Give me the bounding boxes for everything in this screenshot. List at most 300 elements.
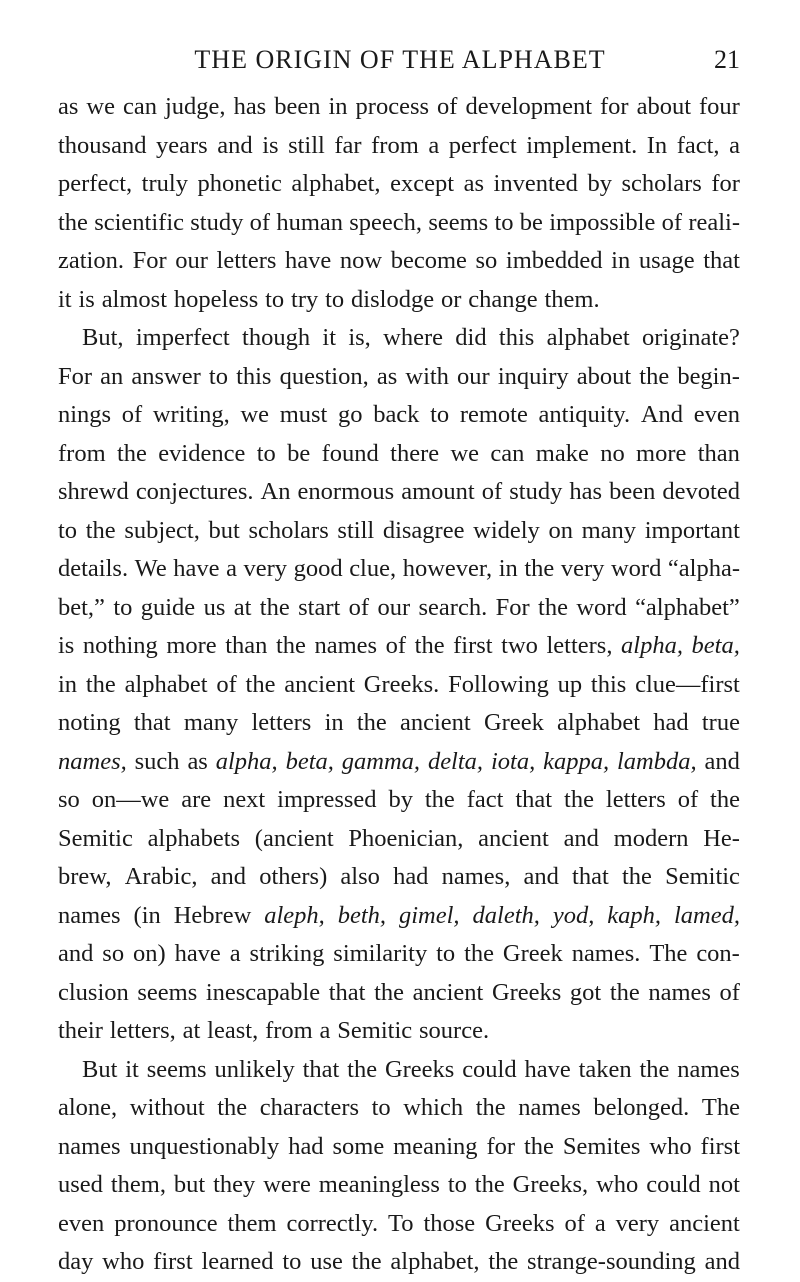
word: it — [125, 1055, 139, 1083]
word: Semites — [562, 1132, 641, 1160]
text-line — [58, 666, 740, 705]
word: strange-sounding — [527, 1248, 696, 1275]
word: that — [302, 1055, 340, 1083]
text-line — [58, 781, 740, 820]
word: scientific — [94, 208, 184, 236]
text-line — [58, 897, 740, 936]
word: speech, — [349, 208, 423, 236]
word: of — [385, 632, 407, 659]
word: however, — [402, 555, 493, 582]
text-line — [58, 204, 740, 243]
word: could — [646, 1171, 701, 1198]
word: about — [636, 93, 692, 120]
word: to — [371, 1094, 391, 1121]
word: names — [518, 1094, 581, 1121]
word: use — [310, 1248, 343, 1275]
word: others) — [259, 863, 328, 890]
word: to — [58, 516, 78, 544]
word: the — [347, 1055, 378, 1083]
word: in — [498, 555, 518, 582]
word: without — [129, 1094, 205, 1121]
word: seems — [137, 978, 198, 1006]
text-line — [58, 1128, 740, 1167]
word: thousand — [58, 131, 147, 159]
word: answer — [131, 362, 201, 390]
word: yod, — [552, 901, 595, 929]
word: Greeks. — [363, 670, 440, 698]
word: beta, — [285, 747, 334, 775]
word: did — [455, 324, 487, 351]
text-line — [58, 743, 740, 782]
word: word — [610, 555, 662, 582]
word: is — [78, 285, 95, 313]
page-number: 21 — [714, 45, 740, 74]
word: bet,” — [58, 593, 105, 621]
word: of — [121, 401, 143, 428]
word: it — [322, 324, 337, 351]
word: years — [156, 131, 208, 159]
word: ancient — [669, 1209, 740, 1237]
word: brew, — [58, 863, 112, 890]
word: daleth, — [472, 901, 540, 929]
word: clue, — [349, 555, 397, 582]
text-line — [58, 127, 740, 166]
text-line — [58, 858, 740, 897]
word: characters — [259, 1094, 360, 1121]
word: the — [538, 593, 568, 621]
word: imperfect — [135, 324, 230, 351]
word: an — [100, 362, 124, 390]
word: Semitic — [58, 824, 133, 852]
word: many — [581, 516, 637, 544]
word: a — [729, 131, 740, 159]
word: belonged. — [593, 1094, 690, 1121]
word: amount — [401, 478, 475, 505]
word: with — [405, 362, 449, 390]
word: ancient — [284, 670, 356, 698]
word: them — [227, 1209, 277, 1237]
word: To — [388, 1209, 414, 1237]
word: “alphabet” — [635, 593, 740, 621]
word: from — [265, 1017, 313, 1044]
word: seems — [428, 208, 489, 236]
word: unlikely — [214, 1055, 295, 1083]
word: but — [208, 516, 240, 544]
word: that — [133, 709, 171, 736]
word: process — [355, 93, 430, 120]
word: inquiry — [497, 362, 569, 390]
word: For — [58, 362, 93, 390]
word: is — [262, 131, 279, 159]
text-line — [58, 1243, 740, 1282]
word: For — [132, 247, 167, 274]
word: kappa, — [543, 747, 610, 775]
word: alphabet, — [291, 170, 381, 197]
text-line — [58, 473, 740, 512]
word: unquestionably — [129, 1132, 280, 1160]
word: gamma, — [341, 747, 421, 775]
word: inescapable — [205, 978, 321, 1006]
word: source. — [419, 1017, 490, 1044]
word: had — [653, 709, 689, 736]
word: their — [58, 1017, 103, 1044]
word: alone, — [58, 1094, 118, 1121]
word: a — [226, 555, 237, 582]
word: letters, — [546, 632, 613, 659]
word: our — [457, 362, 490, 390]
word: clue—first — [635, 670, 740, 698]
word: the — [356, 709, 387, 736]
word: to — [447, 1171, 467, 1198]
word: the — [424, 786, 455, 813]
word: alphabet — [124, 670, 208, 698]
word: to — [430, 401, 450, 428]
word: shrewd — [58, 478, 129, 505]
word: almost — [101, 285, 168, 313]
word: found — [321, 439, 379, 467]
word: so — [58, 786, 80, 813]
word: two — [501, 632, 538, 659]
word: at — [182, 1017, 201, 1044]
word: the — [58, 208, 88, 236]
word: lambda, — [616, 747, 697, 775]
word: begin- — [677, 362, 740, 390]
word: and — [217, 131, 253, 159]
word: fact — [466, 786, 504, 813]
word: than — [225, 632, 268, 659]
word: such — [134, 747, 180, 775]
word: study — [509, 478, 563, 505]
word: on — [548, 516, 573, 544]
word: them, — [110, 1171, 166, 1198]
word: have — [173, 555, 220, 582]
word: alphabet, — [390, 1248, 480, 1275]
word: very — [243, 555, 288, 582]
word: as — [187, 747, 208, 775]
word: The — [649, 940, 688, 967]
word: we — [240, 401, 270, 428]
word: letters — [216, 247, 277, 274]
word: to — [494, 208, 514, 236]
word: had — [393, 863, 429, 890]
word: used — [58, 1171, 103, 1198]
word: remote — [459, 401, 528, 428]
word: meaningless — [318, 1171, 440, 1198]
word: dislodge — [351, 285, 435, 313]
word: has — [233, 93, 267, 120]
word: gimel, — [399, 901, 460, 929]
word: names. — [571, 940, 641, 967]
word: the — [85, 670, 116, 698]
word: that — [328, 978, 366, 1006]
word: noting — [58, 709, 121, 736]
word: even — [58, 1209, 105, 1237]
word: this — [590, 670, 627, 698]
word: human — [276, 208, 343, 236]
word: by — [388, 786, 413, 813]
word: back — [373, 401, 420, 428]
word: has — [569, 478, 603, 505]
word: is — [58, 632, 75, 659]
word: the — [217, 1094, 248, 1121]
word: Semitic — [337, 1017, 413, 1044]
word: writing, — [152, 401, 230, 428]
word: the — [621, 863, 652, 890]
word: first — [153, 1248, 193, 1275]
word: originate? — [641, 324, 740, 351]
body-text — [58, 88, 740, 1282]
word: the — [609, 978, 640, 1006]
word: more — [636, 439, 687, 467]
word: our — [377, 593, 411, 621]
word: question, — [279, 362, 369, 390]
word: be — [287, 439, 311, 467]
word: search. — [418, 593, 488, 621]
text-line — [58, 165, 740, 204]
word: alphabet — [546, 324, 630, 351]
text-line — [58, 704, 740, 743]
word: phonetic — [197, 170, 282, 197]
word: implement. — [526, 131, 638, 159]
word: scholars — [621, 170, 702, 197]
word: widely — [473, 516, 540, 544]
word: striking — [249, 940, 325, 967]
word: modern — [613, 824, 689, 852]
word: perfect — [448, 131, 517, 159]
word: who — [596, 1171, 639, 1198]
word: usage — [638, 247, 695, 274]
word: and — [58, 940, 94, 967]
word: taken — [578, 1055, 632, 1083]
text-line — [58, 281, 740, 320]
word: devoted — [662, 478, 740, 505]
word: fact, — [676, 131, 720, 159]
word: of — [564, 1209, 585, 1237]
word: as — [58, 93, 79, 120]
word: far — [334, 131, 362, 159]
word: development — [465, 93, 592, 120]
word: conjectures. — [135, 478, 254, 505]
word: there — [390, 439, 440, 467]
word: nings — [58, 401, 112, 428]
word: as — [376, 362, 398, 390]
word: to — [325, 285, 345, 313]
word: kaph, — [607, 901, 662, 929]
word: the — [414, 632, 445, 659]
word: Greek — [502, 940, 563, 967]
text-line — [58, 88, 740, 127]
word: to — [208, 362, 228, 390]
word: first — [453, 632, 493, 659]
word: but — [173, 1171, 206, 1198]
text-line — [58, 242, 740, 281]
word: the — [374, 978, 404, 1006]
word: alpha, — [621, 632, 683, 659]
word: For — [495, 593, 530, 621]
word: this — [498, 324, 535, 351]
word: the — [475, 1094, 506, 1121]
text-line — [58, 1166, 740, 1205]
word: names, — [58, 747, 127, 775]
word: many — [183, 709, 239, 736]
text-line — [58, 974, 740, 1013]
word: can — [123, 93, 157, 120]
word: Greeks — [491, 978, 562, 1006]
word: ancient — [478, 824, 549, 852]
word: nothing — [82, 632, 158, 659]
word: guide — [140, 593, 196, 621]
word: con- — [696, 940, 740, 967]
word: and — [210, 863, 247, 890]
word: invented — [493, 170, 578, 197]
word: names — [58, 1132, 121, 1160]
word: a — [428, 131, 440, 159]
word: good — [293, 555, 343, 582]
word: the — [116, 439, 147, 467]
word: we — [450, 439, 480, 467]
word: study — [190, 208, 244, 236]
word: the — [474, 1171, 505, 1198]
word: “alpha- — [667, 555, 740, 582]
word: Hebrew — [173, 901, 252, 929]
word: perfect, — [58, 170, 133, 197]
word: the — [464, 940, 495, 967]
word: been — [274, 93, 321, 120]
word: that — [703, 247, 740, 274]
word: up — [557, 670, 583, 698]
word: (ancient — [254, 824, 334, 852]
text-line — [58, 1089, 740, 1128]
word: reali- — [688, 208, 740, 236]
word: letters, — [109, 1017, 176, 1044]
word: more — [166, 632, 217, 659]
text-line — [58, 1205, 740, 1244]
word: And — [640, 401, 684, 428]
word: very — [615, 1209, 660, 1237]
word: alphabet — [557, 709, 641, 736]
word: in — [58, 670, 78, 698]
word: the — [639, 1055, 670, 1083]
word: pronounce — [114, 1209, 218, 1237]
word: correctly. — [286, 1209, 379, 1237]
word: names — [58, 901, 121, 929]
word: have — [285, 247, 332, 274]
word: who — [649, 1132, 692, 1160]
word: and — [523, 863, 559, 890]
word: a — [319, 1017, 331, 1044]
word: though — [242, 324, 311, 351]
word: go — [338, 401, 363, 428]
word: where — [383, 324, 443, 351]
word: change — [468, 285, 538, 313]
word: still — [337, 516, 375, 544]
word: the — [85, 516, 116, 544]
word: subject, — [124, 516, 200, 544]
word: as — [463, 170, 484, 197]
text-line — [58, 512, 740, 551]
word: still — [288, 131, 325, 159]
word: no — [600, 439, 625, 467]
word: of — [216, 670, 237, 698]
word: than — [697, 439, 740, 467]
text-line — [58, 589, 740, 628]
word: The — [701, 1094, 740, 1121]
word: hopeless — [173, 285, 259, 313]
word: about — [576, 362, 632, 390]
word: now — [339, 247, 383, 274]
word: alpha, — [215, 747, 278, 775]
word: to — [436, 940, 456, 967]
word: us — [203, 593, 226, 621]
text-line — [58, 1051, 740, 1090]
word: first — [700, 1132, 740, 1160]
word: at — [233, 593, 252, 621]
word: ancient — [412, 978, 484, 1006]
word: Greeks — [384, 1055, 455, 1083]
word: next — [223, 786, 266, 813]
word: we — [86, 93, 115, 120]
word: the — [639, 362, 670, 390]
word: the — [523, 1132, 554, 1160]
word: to — [113, 593, 133, 621]
text-line — [58, 820, 740, 859]
word: judge, — [165, 93, 226, 120]
word: or — [440, 285, 462, 313]
word: which — [403, 1094, 464, 1121]
text-line — [58, 396, 740, 435]
word: An — [260, 478, 291, 505]
word: letters — [605, 786, 666, 813]
word: of — [677, 786, 699, 813]
word: that — [515, 786, 553, 813]
word: they — [213, 1171, 256, 1198]
text-line — [58, 319, 740, 358]
word: must — [279, 401, 328, 428]
word: enormous — [297, 478, 395, 505]
running-title: THE ORIGIN OF THE ALPHABET — [194, 45, 606, 74]
word: by — [587, 170, 612, 197]
word: of — [249, 208, 271, 236]
text-line — [58, 435, 740, 474]
word: iota, — [490, 747, 536, 775]
word: In — [646, 131, 668, 159]
word: in — [328, 93, 348, 120]
word: of — [348, 593, 370, 621]
word: from — [371, 131, 419, 159]
text-line — [58, 935, 740, 974]
word: to — [256, 439, 276, 467]
word: beth, — [337, 901, 387, 929]
word: in — [324, 709, 344, 736]
word: zation. — [58, 247, 124, 274]
word: for — [486, 1132, 516, 1160]
word: it — [58, 285, 72, 313]
word: But, — [82, 324, 124, 351]
word: on) — [132, 940, 166, 967]
word: truly — [141, 170, 188, 197]
word: the — [524, 555, 555, 582]
word: imbedded — [505, 247, 603, 274]
text-line — [58, 1012, 740, 1051]
word: Following — [448, 670, 549, 698]
word: them. — [544, 285, 600, 313]
word: is, — [348, 324, 371, 351]
word: Phoenician, — [348, 824, 464, 852]
word: even — [693, 401, 740, 428]
word: least, — [207, 1017, 259, 1044]
word: to — [265, 285, 285, 313]
word: can — [490, 439, 525, 467]
